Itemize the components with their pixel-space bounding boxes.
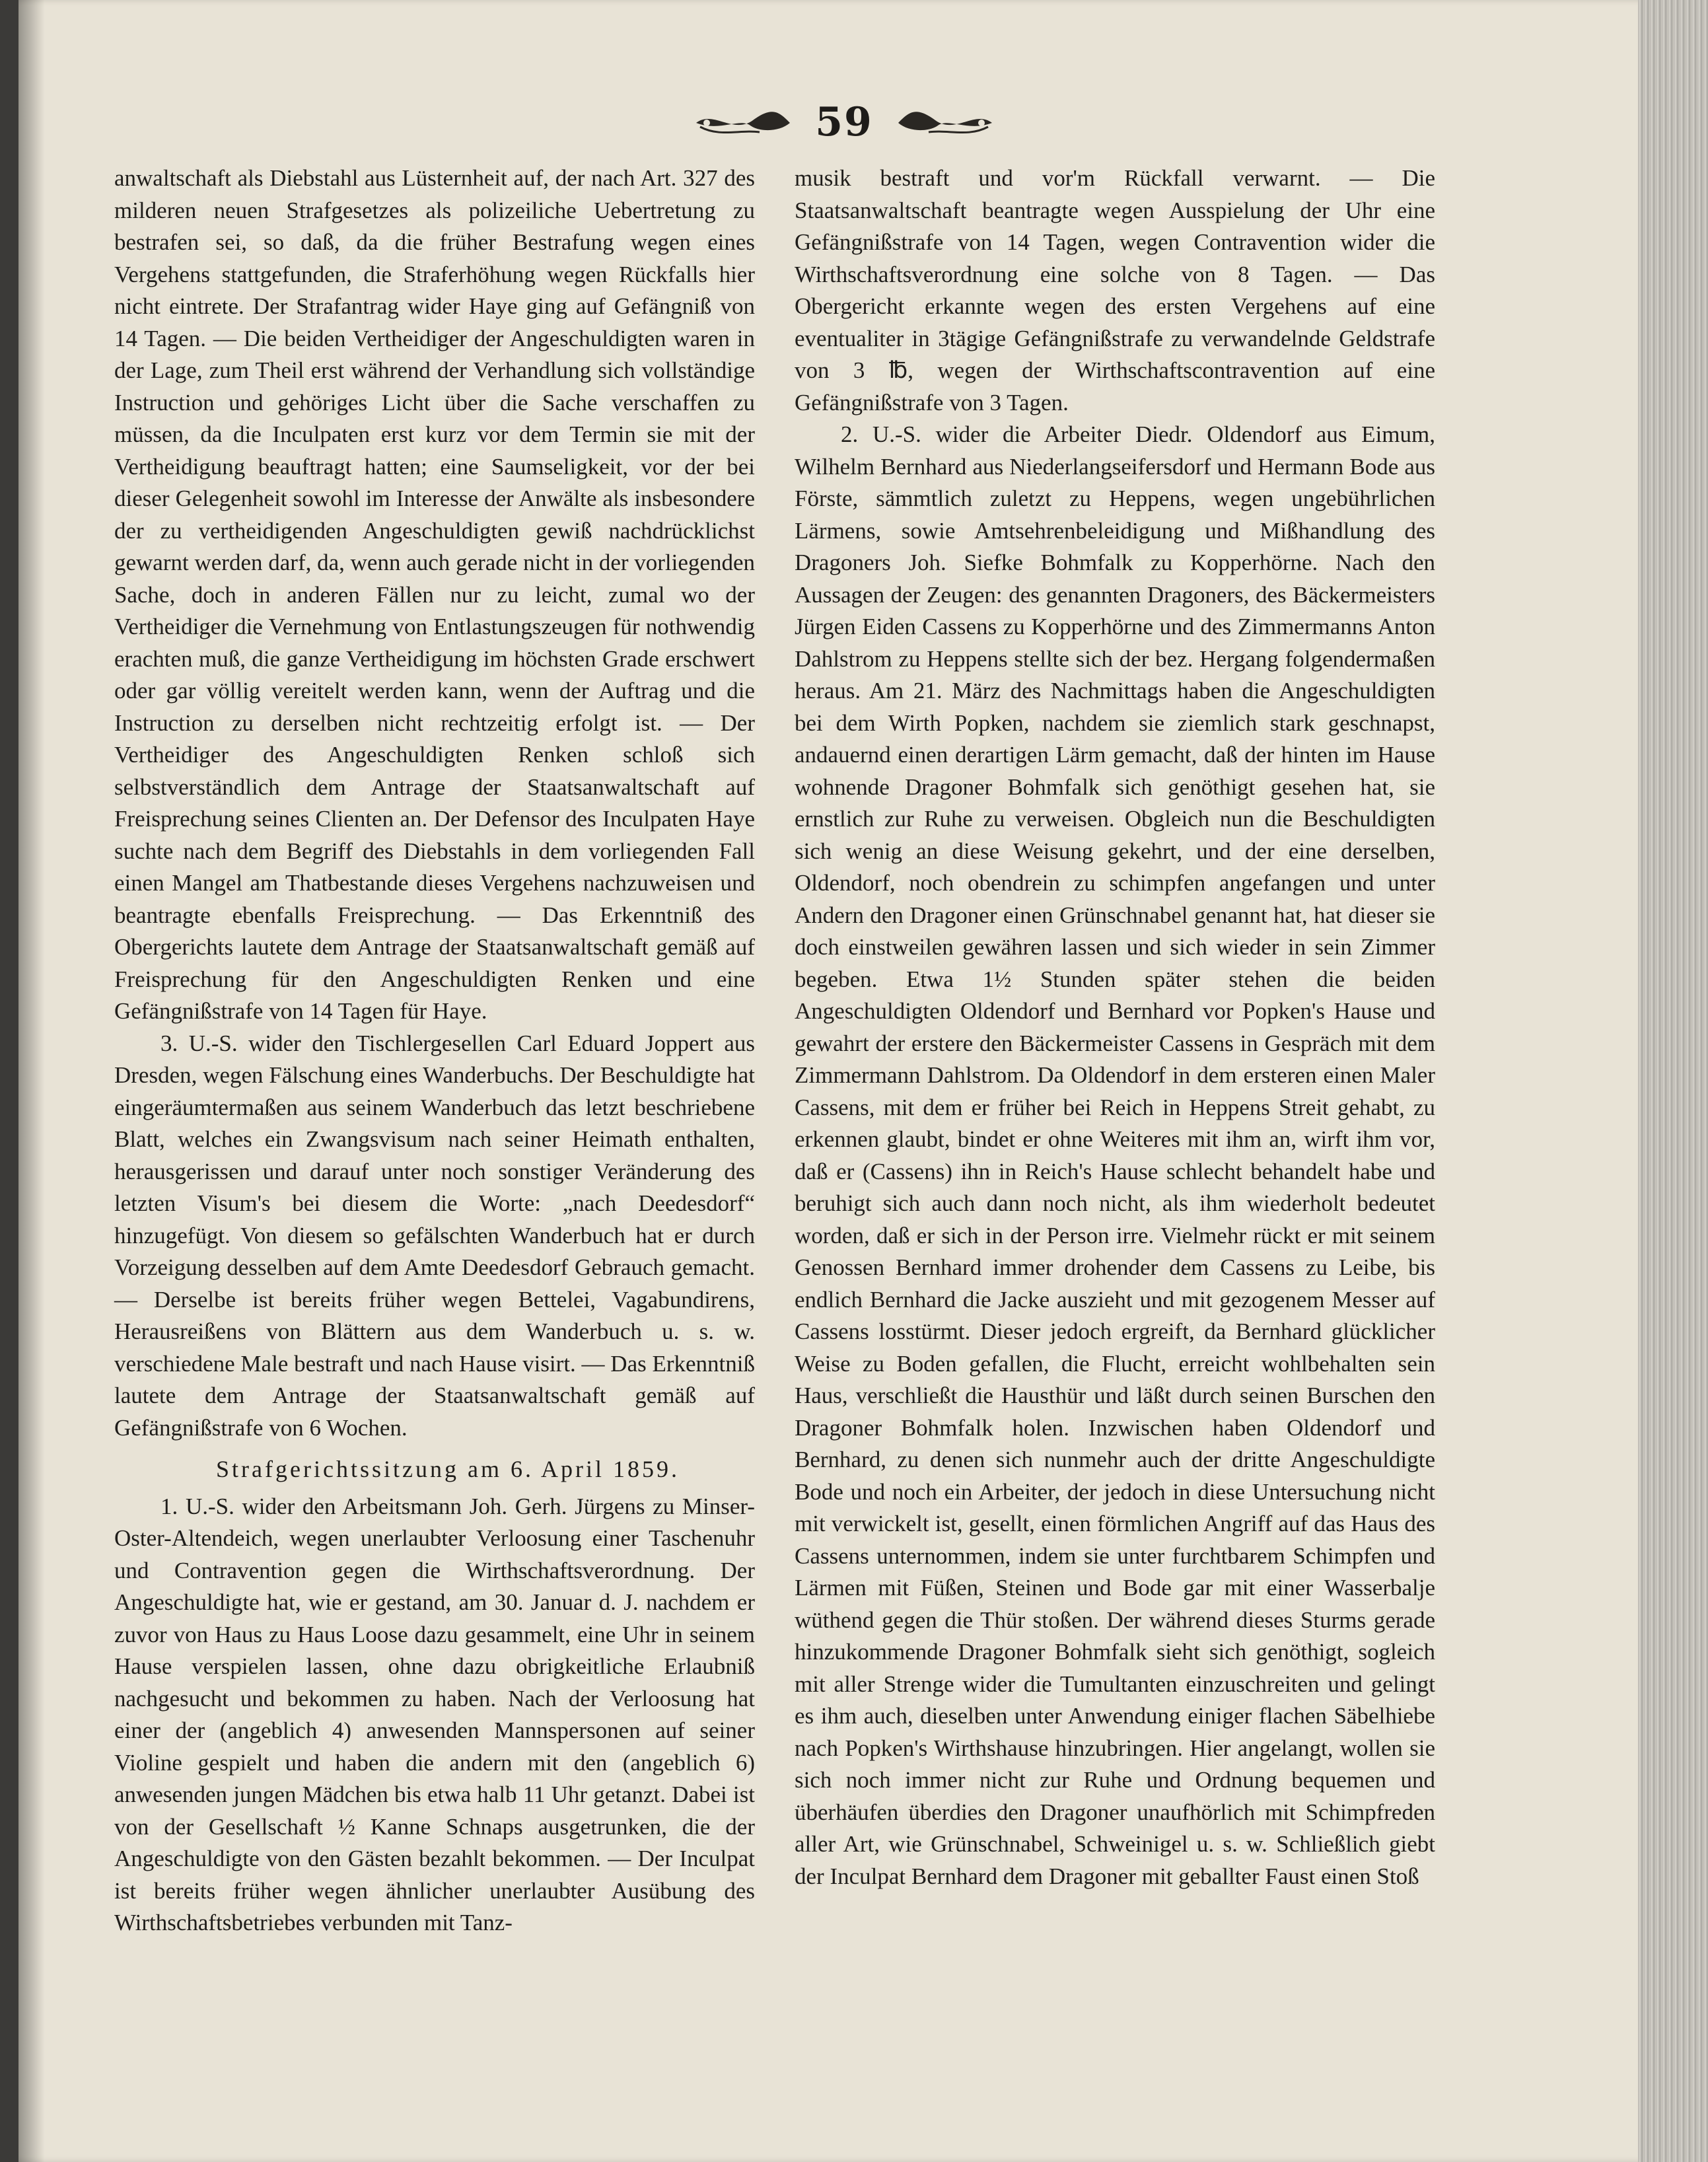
- book-page-edges: [1638, 0, 1708, 2162]
- page-header: [613, 92, 1075, 152]
- flourish-ornament-right-icon: [896, 106, 995, 139]
- left-column: [114, 162, 755, 1939]
- paragraph-continuation: musik bestraft und vor'm Rückfall verwarnt. — Die Staatsanwaltschaft beantragte wegen Ausspielung der Uhr eine Gefängnißstrafe von 14 Tagen, wegen Contravention wider die Wirthschaftsverordnung eine solche von 8 Tagen. — Das Obergericht erkannte wegen des ersten Vergehens auf eine eventualiter in 3tägige Gefängnißstrafe zu verwandelnde Geldstrafe von 3 ℔, wegen der Wirthschaftscontravention auf eine Gefängnißstrafe von 3 Tagen.: [795, 165, 1435, 415]
- paragraph-case-2: 2. U.-S. wider die Arbeiter Diedr. Oldendorf aus Eimum, Wilhelm Bernhard aus Niederlangseifersdorf und Hermann Bode aus Förste, sämmtlich zuletzt zu Heppens, wegen ungebührlichen Lärmens, sowie Amtsehrenbeleidigung und Mißhandlung des Dragoners Joh. Siefke Bohmfalk zu Kopperhörne. Nach den Aussagen der Zeugen: des genannten Dragoners, des Bäckermeisters Jürgen Eiden Cassens zu Kopperhörne und des Zimmermanns Anton Dahlstrom zu Heppens stellte sich der bez. Hergang folgendermaßen heraus. Am 21. März des Nachmittags haben die Angeschuldigten bei dem Wirth Popken, nachdem sie ziemlich stark geschnapst, andauernd einen derartigen Lärm gemacht, daß der hinten im Hause wohnende Dragoner Bohmfalk sich genöthigt gesehen hat, sie ernstlich zur Ruhe zu verweisen. Obgleich nun die Beschuldigten sich wenig an diese Weisung gekehrt, und der eine derselben, Oldendorf, noch obendrein zu schimpfen angefangen und unter Andern den Dragoner einen Grünschnabel genannt hat, hat dieser sie doch einstweilen gewähren lassen und sich wieder in sein Zimmer begeben. Etwa 1½ Stunden später stehen die beiden Angeschuldigten Oldendorf und Bernhard vor Popken's Hause und gewahrt der erstere den Bäckermeister Cassens in Gespräch mit dem Zimmermann Dahlstrom. Da Oldendorf in dem ersteren einen Maler Cassens, mit dem er früher bei Reich in Heppens Streit gehabt, zu erkennen glaubt, bindet er ohne Weiteres mit ihm an, wirft ihm vor, daß er (Cassens) ihn in Reich's Hause schlecht behandelt habe und beruhigt sich auch dann noch nicht, als ihm wiederholt bedeutet worden, daß er sich in der Person irre. Vielmehr rückt er mit seinem Genossen Bernhard immer drohender dem Cassens zu Leibe, bis endlich Bernhard die Jacke auszieht und mit gezogenem Messer auf Cassens losstürmt. Dieser jedoch ergreift, da Bernhard glücklicher Weise zu Boden gefallen, die Flucht, erreicht wohlbehalten sein Haus, verschließt die Hausthür und läßt durch seinen Burschen den Dragoner Bohmfalk holen. Inzwischen haben Oldendorf und Bernhard, zu denen sich nunmehr auch der dritte Angeschuldigte Bode und noch ein Arbeiter, der jedoch in diese Untersuchung nicht mit verwickelt ist, gesellt, einen förmlichen Angriff auf das Haus des Cassens unternommen, indem sie unter furchtbarem Schimpfen und Lärmen mit Füßen, Steinen und Bode gar mit einer Wasserbalje wüthend gegen die Thür stoßen. Der während dieses Sturms gerade hinzukommende Dragoner Bohmfalk sieht sich genöthigt, sogleich mit aller Strenge wider die Tumultanten einzuschreiten und gelingt es ihm auch, dieselben unter Anwendung einiger flachen Säbelhiebe nach Popken's Wirthshause hinzubringen. Hier angelangt, wollen sie sich noch immer nicht zur Ruhe und Ordnung bequemen und überhäufen überdies den Dragoner unaufhörlich mit Schimpfreden aller Art, wie Grünschnabel, Schweinigel u. s. w. Schließlich giebt der Inculpat Bernhard dem Dragoner mit geballter Faust einen Stoß: [795, 421, 1435, 1889]
- paragraph-case-1: 1. U.-S. wider den Arbeitsmann Joh. Gerh. Jürgens zu Minser-Oster-Altendeich, wegen unerlaubter Verloosung einer Taschenuhr und Contravention gegen die Wirthschaftsverordnung. Der Angeschuldigte hat, wie er gestand, am 30. Januar d. J. nachdem er zuvor von Haus zu Haus Loose dazu gesammelt, eine Uhr in seinem Hause verspielen lassen, ohne dazu obrigkeitliche Erlaubniß nachgesucht und bekommen zu haben. Nach der Verloosung hat einer der (angeblich 4) anwesenden Mannspersonen auf seiner Violine gespielt und haben die andern mit den (angeblich 6) anwesenden jungen Mädchen bis etwa halb 11 Uhr getanzt. Dabei ist von der Gesellschaft ½ Kanne Schnaps ausgetrunken, die der Angeschuldigte von den Gästen bezahlt bekommen. — Der Inculpat ist bereits früher wegen ähnlicher unerlaubter Ausübung des Wirthschaftsbetriebes verbunden mit Tanz-: [114, 1493, 755, 1935]
- section-heading: Strafgerichtssitzung am 6. April 1859.: [216, 1456, 680, 1482]
- flourish-ornament-left-icon: [694, 106, 793, 139]
- paragraph-continuation: anwaltschaft als Diebstahl aus Lüsternheit auf, der nach Art. 327 des milderen neuen Strafgesetzes als polizeiliche Uebertretung zu bestrafen sei, so daß, da die früher Bestrafung wegen eines Vergehens stattgefunden, die Straferhöhung wegen Rückfalls hier nicht eintrete. Der Strafantrag wider Haye ging auf Gefängniß von 14 Tagen. — Die beiden Vertheidiger der Angeschuldigten waren in der Lage, zum Theil erst während der Verhandlung sich vollständige Instruction und gehöriges Licht über die Sache verschaffen zu müssen, da die Inculpaten erst kurz vor dem Termin sie mit der Vertheidigung beauftragt hatten; eine Saumseligkeit, vor der bei dieser Gelegenheit sowohl im Interesse der Anwälte als insbesondere der zu vertheidigenden Angeschuldigten gewiß nachdrücklichst gewarnt werden darf, da, wenn auch gerade nicht in der vorliegenden Sache, doch in anderen Fällen nur zu leicht, zumal wo der Vertheidiger die Vernehmung von Entlastungszeugen für nothwendig erachten muß, die ganze Vertheidigung im höchsten Grade erschwert oder gar völlig vereitelt werden kann, wenn der Auftrag und die Instruction zu derselben nicht rechtzeitig erfolgt ist. — Der Vertheidiger des Angeschuldigten Renken schloß sich selbstverständlich dem Antrage der Staatsanwaltschaft auf Freisprechung seines Clienten an. Der Defensor des Inculpaten Haye suchte nach dem Begriff des Diebstahls in dem vorliegenden Fall einen Mangel am Thatbestande dieses Vergehens nachzuweisen und beantragte ebenfalls Freisprechung. — Das Erkenntniß des Obergerichts lautete dem Antrage der Staatsanwaltschaft gemäß auf Freisprechung für den Angeschuldigten Renken und eine Gefängnißstrafe von 14 Tagen für Haye.: [114, 165, 755, 1024]
- page-number: 59: [815, 99, 873, 145]
- binding-shadow: [18, 0, 45, 2162]
- newspaper-page: [18, 0, 1656, 2162]
- right-column: [795, 162, 1435, 1892]
- paragraph-case-3: 3. U.-S. wider den Tischlergesellen Carl Eduard Joppert aus Dresden, wegen Fälschung eines Wanderbuchs. Der Beschuldigte hat eingeräumtermaßen aus seinem Wanderbuch das letzt beschriebene Blatt, welches ein Zwangsvisum nach seiner Heimath enthalten, herausgerissen und darauf unter noch sonstiger Veränderung des letzten Visum's bei diesem die Worte: „nach Deedesdorf“ hinzugefügt. Von diesem so gefälschten Wanderbuch hat er durch Vorzeigung desselben auf dem Amte Deedesdorf Gebrauch gemacht. — Derselbe ist bereits früher wegen Bettelei, Vagabundirens, Herausreißens von Blättern aus dem Wanderbuch u. s. w. verschiedene Male bestraft und nach Hause visirt. — Das Erkenntniß lautete dem Antrage der Staatsanwaltschaft gemäß auf Gefängnißstrafe von 6 Wochen.: [114, 1030, 755, 1441]
